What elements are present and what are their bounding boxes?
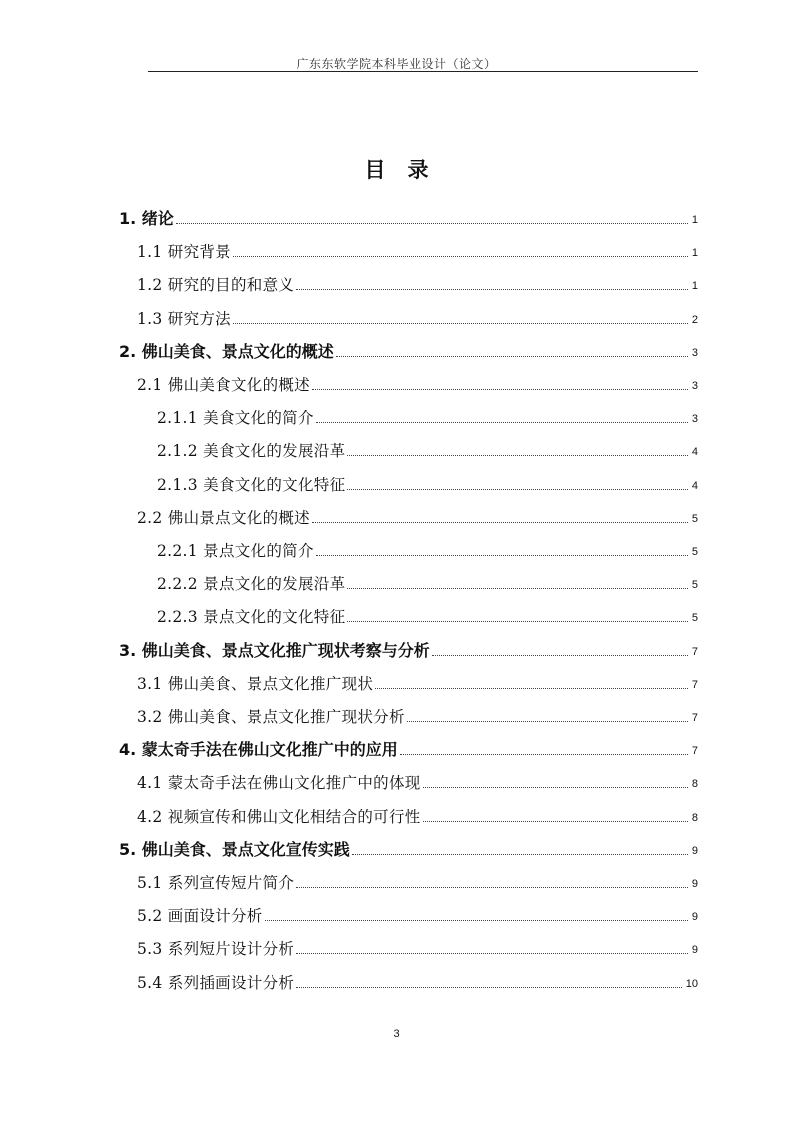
toc-leader-dots [296, 953, 688, 954]
toc-entry[interactable] [137, 271, 698, 295]
toc-entry-label: 2.2 佛山景点文化的概述 [137, 508, 310, 527]
toc-entry-page: 5 [691, 512, 698, 525]
toc-entry-page: 1 [691, 214, 698, 226]
toc-leader-dots [423, 787, 688, 788]
toc-entry-page: 7 [691, 745, 698, 758]
toc-entry-page: 2 [691, 313, 698, 326]
toc-leader-dots [347, 588, 688, 589]
toc-leader-dots [423, 821, 688, 822]
toc-entry-page: 8 [691, 778, 698, 791]
toc-entry[interactable] [119, 205, 698, 229]
toc-entry-label: 1. 绪论 [119, 209, 174, 228]
toc-leader-dots [296, 987, 682, 988]
toc-entry-label: 5.4 系列插画设计分析 [137, 973, 295, 992]
toc-entry[interactable] [119, 637, 698, 661]
toc-entry[interactable] [157, 404, 698, 428]
toc-leader-dots [312, 522, 688, 523]
toc-entry[interactable] [137, 969, 698, 993]
toc-entry[interactable] [157, 437, 698, 461]
toc-entry-page: 10 [685, 977, 698, 990]
toc-entry-page: 3 [691, 380, 698, 392]
toc-entry-label: 2.1.2 美食文化的发展沿革 [157, 442, 346, 461]
toc-entry-page: 1 [691, 247, 698, 260]
toc-leader-dots [336, 356, 688, 357]
toc-entry[interactable] [137, 769, 698, 793]
toc-entry-page: 5 [691, 579, 698, 592]
toc-entry-label: 4.1 蒙太奇手法在佛山文化推广中的体现 [137, 774, 421, 793]
toc-entry[interactable] [137, 703, 698, 727]
header-rule [148, 71, 698, 72]
toc-leader-dots [296, 887, 688, 888]
toc-entry-label: 2.2.1 景点文化的简介 [157, 542, 314, 560]
toc-entry-page: 9 [691, 844, 698, 857]
toc-entry[interactable] [157, 471, 698, 495]
toc-entry-label: 1.3 研究方法 [137, 309, 231, 328]
toc-entry[interactable] [119, 736, 698, 760]
toc-entry-label: 2. 佛山美食、景点文化的概述 [119, 341, 334, 361]
toc-entry[interactable] [137, 902, 698, 926]
toc-entry-page: 1 [691, 280, 698, 293]
toc-entry[interactable] [137, 670, 698, 694]
toc-entry-label: 4. 蒙太奇手法在佛山文化推广中的应用 [119, 740, 398, 760]
toc-entry-label: 4.2 视频宣传和佛山文化相结合的可行性 [137, 807, 421, 826]
toc-entry[interactable] [157, 537, 698, 561]
toc-entry[interactable] [137, 869, 698, 893]
toc-leader-dots [233, 323, 688, 324]
toc-entry[interactable] [137, 305, 698, 329]
toc-entry-page: 9 [691, 878, 698, 890]
toc-entry[interactable] [157, 603, 698, 627]
toc-entry-page: 7 [691, 712, 698, 724]
toc-entry[interactable] [119, 836, 698, 860]
toc-entry-label: 3.2 佛山美食、景点文化推广现状分析 [137, 708, 405, 726]
toc-entry-page: 9 [691, 911, 698, 924]
toc-leader-dots [312, 389, 688, 390]
toc-entry-page: 4 [691, 479, 698, 492]
toc-leader-dots [296, 289, 688, 290]
toc-leader-dots [176, 223, 688, 224]
toc-entry-page: 5 [691, 612, 698, 625]
toc-leader-dots [316, 422, 688, 423]
toc-entry-label: 3. 佛山美食、景点文化推广现状考察与分析 [119, 640, 430, 660]
toc-entry-label: 2.1 佛山美食文化的概述 [137, 376, 310, 394]
toc-entry-page: 7 [691, 645, 698, 658]
toc-entry[interactable] [137, 504, 698, 528]
toc-entry[interactable] [137, 371, 698, 395]
toc-leader-dots [316, 555, 688, 556]
toc-entry-label: 2.2.2 景点文化的发展沿革 [157, 575, 346, 594]
toc-entry[interactable] [157, 570, 698, 594]
toc-entry-label: 2.2.3 景点文化的文化特征 [157, 608, 346, 627]
toc-entry-page: 9 [691, 944, 698, 957]
toc-entry-label: 5.3 系列短片设计分析 [137, 940, 295, 959]
toc-entry-label: 1.1 研究背景 [137, 243, 231, 262]
toc-entry-page: 3 [691, 346, 698, 359]
toc-entry-label: 3.1 佛山美食、景点文化推广现状 [137, 674, 374, 693]
toc-leader-dots [352, 854, 688, 855]
toc-title: 目录 [364, 158, 451, 182]
toc-entry-page: 8 [691, 811, 698, 824]
toc-entry-label: 5.2 画面设计分析 [137, 907, 263, 926]
toc-leader-dots [347, 621, 688, 622]
toc-entry[interactable] [137, 935, 698, 959]
toc-entry-label: 2.1.1 美食文化的简介 [157, 409, 314, 428]
toc-entry-label: 5.1 系列宣传短片简介 [137, 874, 295, 892]
toc-entry[interactable] [137, 803, 698, 827]
toc-leader-dots [400, 754, 688, 755]
running-header: 广东东软学院本科毕业设计（论文） [296, 57, 497, 71]
toc-leader-dots [375, 688, 688, 689]
toc-leader-dots [233, 256, 688, 257]
toc-leader-dots [347, 455, 688, 456]
toc-leader-dots [347, 489, 688, 490]
toc-entry[interactable] [137, 238, 698, 262]
toc-entry-page: 7 [691, 678, 698, 691]
toc-entry-label: 5. 佛山美食、景点文化宣传实践 [119, 839, 350, 859]
toc-leader-dots [265, 920, 688, 921]
toc-entry[interactable] [119, 338, 698, 362]
toc-leader-dots [407, 721, 688, 722]
page-number: 3 [393, 1028, 400, 1040]
toc-entry-label: 2.1.3 美食文化的文化特征 [157, 475, 346, 494]
toc-entry-page: 3 [691, 413, 698, 426]
toc-entry-page: 4 [691, 446, 698, 459]
toc-leader-dots [432, 655, 688, 656]
toc-entry-page: 5 [691, 546, 698, 558]
toc-entry-label: 1.2 研究的目的和意义 [137, 276, 295, 295]
